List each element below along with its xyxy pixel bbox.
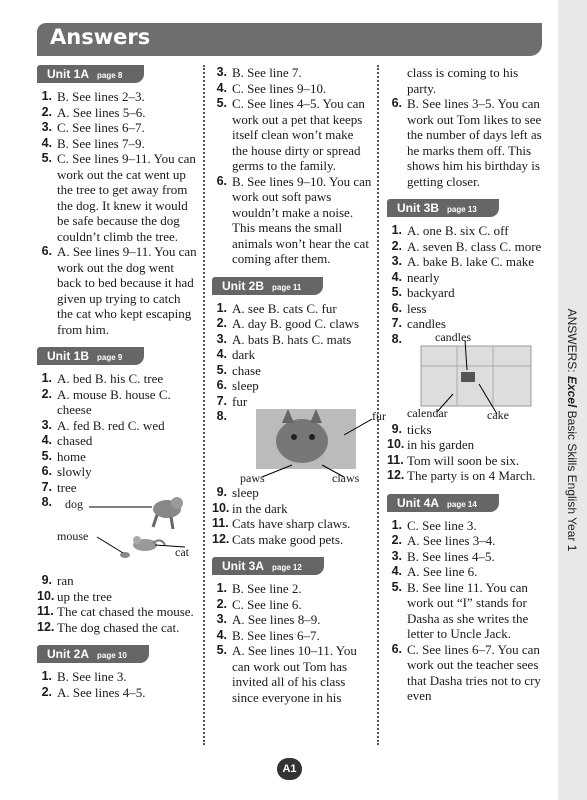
label-mouse: mouse: [57, 529, 89, 543]
item-text: B. See lines 2–3.: [57, 89, 145, 104]
unit-heading: Unit 2B page 11: [212, 277, 323, 295]
column-2: [212, 65, 386, 715]
item-number: 11.: [37, 604, 54, 618]
item-text: Tom will soon be six.: [407, 452, 520, 468]
list-item: [387, 239, 547, 255]
list-item: [212, 378, 372, 394]
list-item: [387, 285, 547, 301]
list-item: [212, 65, 372, 81]
label-calendar: calendar: [407, 405, 448, 420]
item-number: 6.: [391, 96, 402, 110]
item-text: B. See line 3.: [57, 669, 127, 684]
item-number: 5.: [41, 151, 52, 165]
item-number: 5.: [216, 362, 227, 377]
list-item: [387, 301, 547, 317]
item-text: sleep: [232, 378, 259, 393]
item-number: 4.: [391, 269, 402, 284]
item-text: B. See line 2.: [232, 581, 302, 596]
item-text: slowly: [57, 464, 92, 479]
item-number: 1.: [41, 371, 52, 385]
item-number: 2.: [216, 596, 227, 611]
list-item: [212, 174, 372, 267]
list-item: [387, 564, 547, 580]
item-text: C. See line 3.: [407, 517, 477, 533]
list-item: [387, 254, 547, 270]
list-item: [37, 620, 197, 636]
list-item: [212, 501, 372, 517]
item-number: 3.: [216, 612, 227, 626]
unit-heading: Unit 2A page 10: [37, 645, 149, 663]
item-text: C. See lines 6–7. You can work out the teacher sees that Dasha tries not to cry even: [407, 641, 541, 703]
item-text: C. See lines 4–5. You can work out a pet that keeps itself clean won’t make the house dirty or spread germs to the family.: [232, 96, 365, 173]
item-number: 3.: [391, 548, 402, 563]
list-item: [212, 332, 372, 348]
item-number: 1.: [41, 669, 52, 683]
item-number: 6.: [41, 244, 52, 258]
item-text: class is coming to his party.: [407, 65, 519, 96]
column-3: [387, 65, 547, 714]
item-text: A. bed B. his C. tree: [57, 371, 164, 386]
list-item: [212, 581, 372, 597]
item-number: 10.: [37, 588, 55, 603]
dog-cat-mouse-figure: [57, 495, 197, 573]
column-divider: [377, 65, 379, 745]
list-item: [387, 437, 547, 453]
list-item: [37, 89, 197, 105]
label-candles: candles: [435, 329, 471, 344]
item-text: A. see B. cats C. fur: [232, 300, 337, 316]
item-number: 3.: [216, 331, 227, 346]
page-number: A1: [277, 758, 302, 780]
list-item: [387, 533, 547, 549]
item-number: 4.: [216, 80, 227, 95]
item-text: in the dark: [232, 500, 288, 516]
unit-heading: Unit 4A page 14: [387, 494, 499, 512]
item-text: home: [57, 448, 86, 464]
item-text: A. one B. six C. off: [407, 223, 509, 238]
sidebar-post: Basic Skills English Year 1: [565, 407, 579, 552]
answer-list: [37, 89, 197, 337]
item-text: The party is on 4 March.: [407, 468, 536, 483]
item-number: 6.: [216, 378, 227, 392]
sidebar-brand: Excel: [565, 375, 579, 408]
list-item: [212, 643, 372, 705]
item-number: 4.: [391, 564, 402, 578]
item-number: 8.: [216, 409, 227, 423]
item-number: 7.: [41, 479, 52, 494]
item-text: A. mouse B. house C. cheese: [57, 386, 171, 417]
list-item: [387, 642, 547, 704]
item-number: 3.: [41, 417, 52, 432]
item-number: 1.: [391, 517, 402, 532]
item-text: chased: [57, 433, 93, 448]
item-text: C. See lines 6–7.: [57, 120, 145, 135]
item-number: 5.: [41, 448, 52, 463]
item-number: 2.: [41, 684, 52, 699]
item-number: 2.: [216, 316, 227, 330]
list-item: [37, 418, 197, 434]
item-text: The cat chased the mouse.: [57, 604, 194, 619]
item-text: fur: [232, 393, 248, 409]
item-number: 2.: [391, 238, 402, 253]
list-item: [37, 387, 197, 418]
label-cake: cake: [487, 407, 509, 422]
list-item: [37, 685, 197, 701]
item-number: 5.: [216, 96, 227, 110]
item-text: backyard: [407, 285, 455, 300]
list-item: [387, 468, 547, 484]
item-text: B. See lines 6–7.: [232, 627, 320, 643]
list-item: [212, 485, 372, 501]
item-text: C. See line 6.: [232, 596, 302, 612]
column-divider: [203, 65, 205, 745]
item-text: Cats have sharp claws.: [232, 516, 351, 531]
item-number: 4.: [216, 347, 227, 361]
birthday-figure: [407, 329, 547, 422]
answer-list: [37, 669, 197, 700]
sidebar-caption: [565, 280, 579, 580]
item-text: A. See lines 4–5.: [57, 684, 146, 700]
item-text: A. See line 6.: [407, 564, 478, 579]
list-item: [37, 244, 197, 337]
item-number: 1.: [216, 581, 227, 595]
item-text: C. See lines 9–10.: [232, 80, 327, 96]
list-item: [37, 449, 197, 465]
list-item: [387, 65, 547, 96]
item-text: A. See lines 10–11. You can work out Tom has invited all of his class since everyone in his: [232, 643, 357, 705]
answer-list: [387, 518, 547, 704]
page-title: Answers: [50, 25, 151, 49]
list-item: [212, 597, 372, 613]
unit-heading: Unit 1B page 9: [37, 347, 144, 365]
item-number: 4.: [216, 627, 227, 642]
list-item: [212, 628, 372, 644]
list-item: [37, 120, 197, 136]
item-number: 5.: [391, 285, 402, 299]
item-number: 12.: [387, 468, 405, 482]
list-item: [37, 136, 197, 152]
item-number: 2.: [41, 104, 52, 119]
list-item: [212, 81, 372, 97]
item-number: 9.: [391, 421, 402, 436]
answer-list: [387, 223, 547, 484]
answer-list: [212, 300, 386, 548]
list-item: [387, 270, 547, 286]
item-number: 12.: [212, 531, 230, 546]
item-text: The dog chased the cat.: [57, 619, 180, 635]
item-text: in his garden: [407, 437, 475, 452]
item-text: B. See line 7.: [232, 65, 302, 80]
item-text: A. bats B. hats C. mats: [232, 331, 352, 347]
item-text: C. See lines 9–11. You can work out the cat went up the tree to get away from the dog. It knew it would be safe because the dog couldn’t climb the tree.: [57, 151, 196, 244]
unit-heading: Unit 3B page 13: [387, 199, 499, 217]
item-number: 1.: [391, 223, 402, 237]
sidebar-pre: ANSWERS:: [565, 308, 579, 376]
item-number: 4.: [41, 135, 52, 150]
list-item: [387, 96, 547, 189]
list-item: [212, 347, 372, 363]
item-text: less: [407, 300, 427, 316]
item-text: tree: [57, 479, 77, 495]
label-paws: paws: [240, 471, 265, 485]
list-item: [37, 573, 197, 589]
label-cat: cat: [175, 545, 189, 559]
unit-heading: Unit 1A page 8: [37, 65, 144, 83]
list-item: [387, 580, 547, 642]
item-number: 10.: [212, 500, 230, 515]
list-item: [387, 453, 547, 469]
label-dog: dog: [65, 497, 83, 511]
list-item: [212, 516, 372, 532]
item-text: B. See lines 4–5.: [407, 548, 495, 564]
item-text: up the tree: [57, 588, 112, 604]
list-item: [387, 549, 547, 565]
item-number: 5.: [216, 643, 227, 657]
item-text: candles: [407, 316, 446, 331]
item-text: nearly: [407, 269, 440, 285]
list-item: [37, 669, 197, 685]
item-text: A. seven B. class C. more: [407, 238, 542, 254]
label-claws: claws: [332, 471, 360, 485]
item-number: 10.: [387, 437, 405, 451]
item-number: 1.: [41, 89, 52, 103]
item-number: 7.: [216, 393, 227, 408]
item-number: 2.: [41, 386, 52, 401]
list-item: [37, 604, 197, 620]
item-text: ticks: [407, 421, 432, 437]
item-number: 8.: [41, 495, 52, 509]
item-number: 8.: [391, 331, 402, 346]
item-number: 6.: [216, 173, 227, 188]
list-item: [212, 612, 372, 628]
item-number: 6.: [41, 464, 52, 478]
item-text: A. See lines 8–9.: [232, 612, 321, 627]
item-text: Cats make good pets.: [232, 531, 344, 547]
item-number: 1.: [216, 300, 227, 315]
answer-list: [212, 581, 372, 705]
item-text: A. fed B. red C. wed: [57, 417, 165, 433]
item-number: 9.: [41, 573, 52, 587]
item-text: B. See lines 3–5. You can work out Tom likes to see the number of days left as he marks them off. This shows him his birthday is getting closer.: [407, 96, 542, 189]
item-text: B. See line 11. You can work out “I” stands for Dasha as she writes the letter to Uncle Jack.: [407, 579, 529, 641]
list-item: [37, 433, 197, 449]
list-item: [387, 223, 547, 239]
item-number: 11.: [212, 516, 229, 530]
answer-list: [212, 65, 372, 267]
item-number: 3.: [391, 254, 402, 268]
item-number: 12.: [37, 619, 55, 634]
item-number: 9.: [216, 485, 227, 499]
item-text: A. See lines 5–6.: [57, 104, 146, 120]
item-text: dark: [232, 347, 256, 362]
list-item: [387, 518, 547, 534]
item-text: A. See lines 3–4.: [407, 533, 496, 548]
list-item: [212, 394, 372, 410]
item-text: A. day B. good C. claws: [232, 316, 360, 331]
item-number: 6.: [391, 641, 402, 656]
item-number: 3.: [216, 65, 227, 79]
list-item: [212, 316, 372, 332]
list-item: [37, 105, 197, 121]
item-number: 11.: [387, 452, 404, 467]
list-item: [37, 371, 197, 387]
column-1: [37, 65, 197, 710]
list-item: [212, 301, 372, 317]
item-number: 5.: [391, 579, 402, 594]
list-item: [37, 151, 197, 244]
list-item: [387, 422, 547, 438]
item-text: B. See lines 9–10. You can work out soft paws wouldn’t make a noise. This means the small animals won’t hear the cat coming after them.: [232, 173, 372, 266]
item-text: ran: [57, 573, 74, 588]
item-number: 2.: [391, 533, 402, 547]
list-item: [212, 96, 372, 174]
item-text: A. See lines 9–11. You can work out the dog went back to bed because it had given up trying to catch the cat who kept escaping from him.: [57, 244, 197, 337]
cat-photo-figure: [232, 409, 386, 485]
list-item: [37, 464, 197, 480]
item-number: 6.: [391, 300, 402, 315]
item-text: A. bake B. lake C. make: [407, 254, 535, 269]
list-item: [37, 589, 197, 605]
answer-list: [37, 371, 197, 635]
item-text: B. See lines 7–9.: [57, 135, 145, 151]
item-text: sleep: [232, 485, 259, 500]
answers-header: [37, 23, 542, 56]
list-item: [37, 480, 197, 496]
item-number: 4.: [41, 433, 52, 447]
answer-list: [387, 65, 547, 189]
list-item: [212, 363, 372, 379]
item-number: 7.: [391, 316, 402, 330]
item-number: 3.: [41, 120, 52, 134]
list-item: [212, 532, 372, 548]
unit-heading: Unit 3A page 12: [212, 557, 324, 575]
label-fur: fur: [372, 409, 386, 423]
item-text: chase: [232, 362, 261, 378]
